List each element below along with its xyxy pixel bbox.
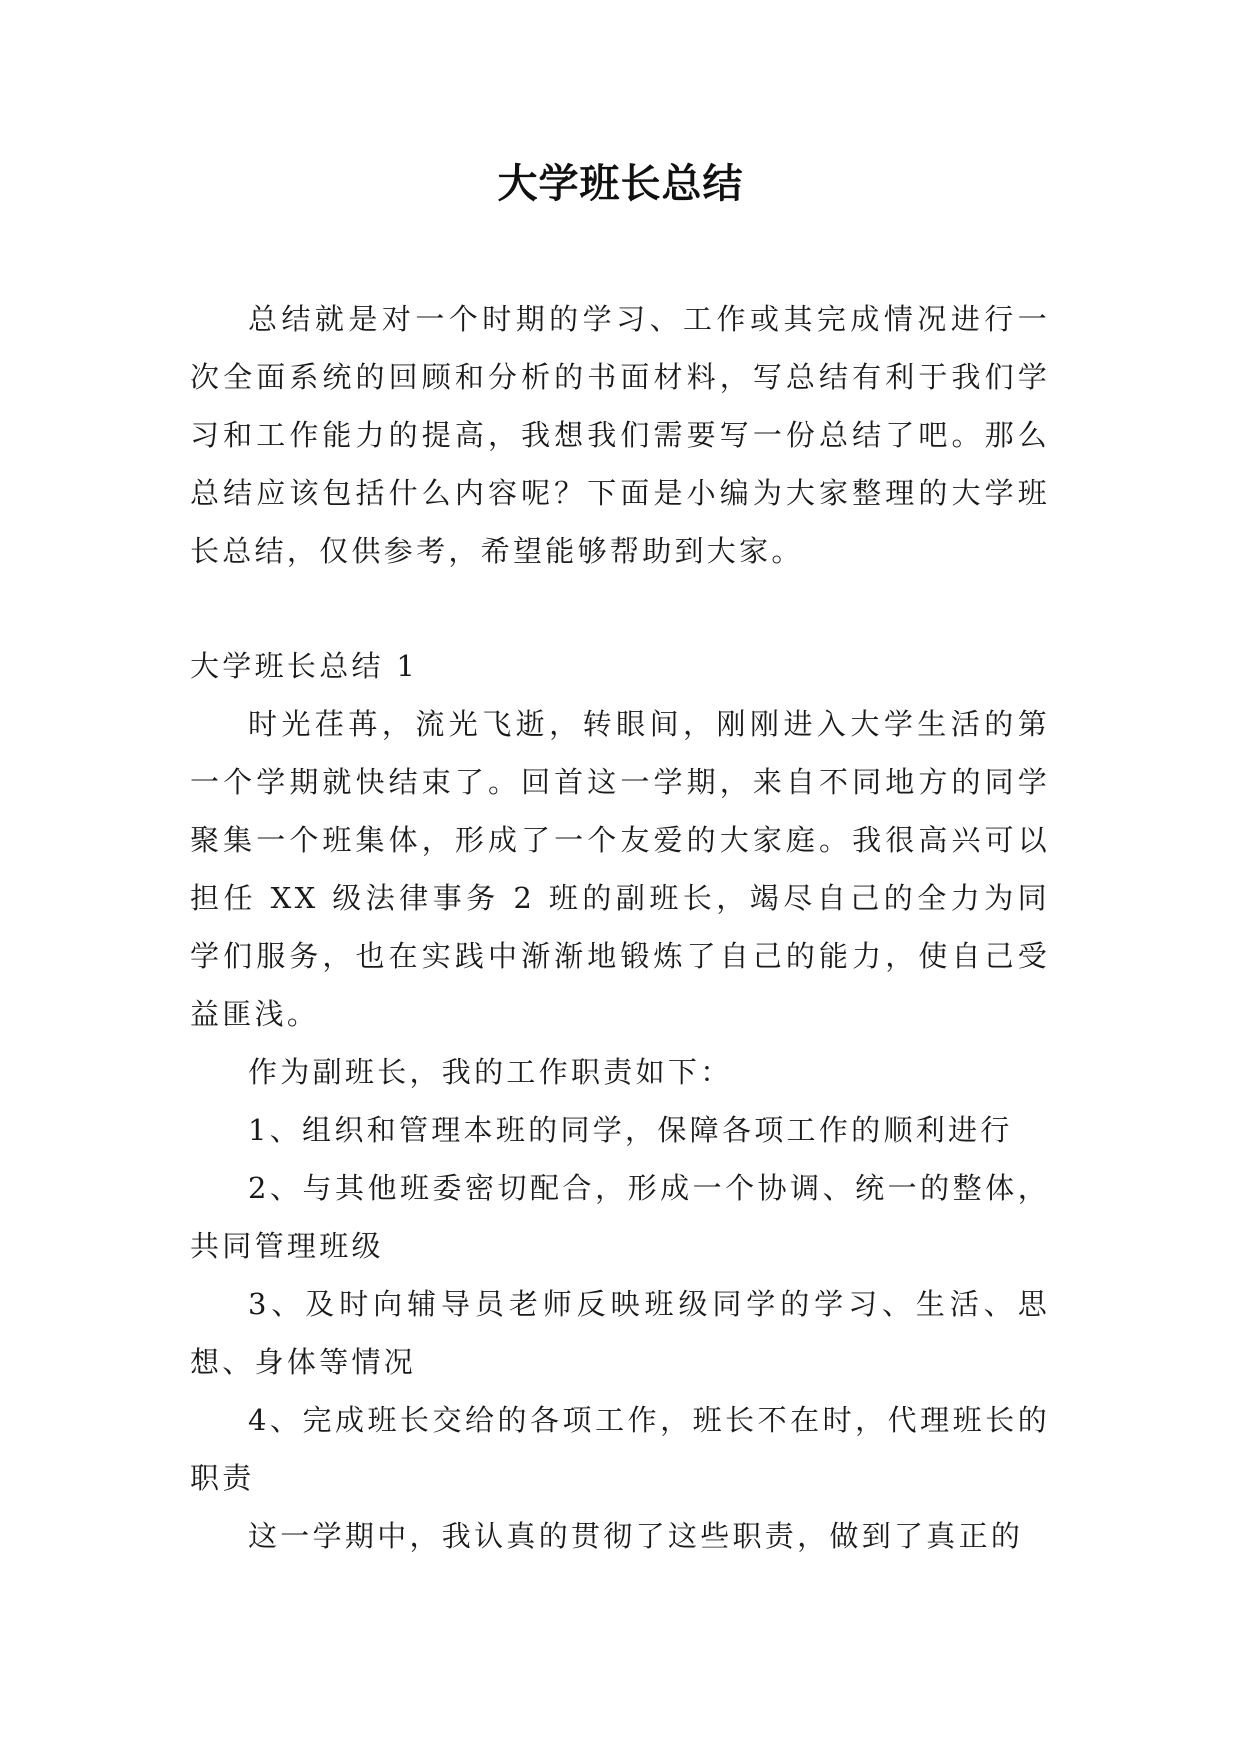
section-1 (190, 637, 1050, 1565)
duty-item-1: 1、组织和管理本班的同学，保障各项工作的顺利进行 (248, 1113, 1013, 1147)
section-paragraph: 作为副班长，我的工作职责如下： (248, 1055, 733, 1089)
duty-item-2: 2、与其他班委密切配合，形成一个协调、统一的整体，共同管理班级 (190, 1171, 1050, 1263)
section-paragraph: 这一学期中，我认真的贯彻了这些职责，做到了真正的 (248, 1519, 1024, 1553)
intro-paragraph: 总结就是对一个时期的学习、工作或其完成情况进行一次全面系统的回顾和分析的书面材料，写总结有利于我们学习和工作能力的提高，我想我们需要写一份总结了吧。那么总结应该包括什么内容呢？下面是小编为大家整理的大学班长总结，仅供参考，希望能够帮助到大家。 (190, 302, 1050, 568)
duty-item-3: 3、及时向辅导员老师反映班级同学的学习、生活、思想、身体等情况 (190, 1287, 1050, 1379)
section-paragraph: 时光荏苒，流光飞逝，转眼间，刚刚进入大学生活的第一个学期就快结束了。回首这一学期，来自不同地方的同学聚集一个班集体，形成了一个友爱的大家庭。我很高兴可以担任 XX 级法律事务 2 班的副班长，竭尽自己的全力为同学们服务，也在实践中渐渐地锻炼了自己的能力，使自己受益匪浅。 (190, 707, 1050, 1031)
section-heading: 大学班长总结 1 (190, 649, 419, 683)
intro-block (190, 290, 1050, 580)
document-title: 大学班长总结 (497, 160, 744, 207)
duty-item-4: 4、完成班长交给的各项工作，班长不在时，代理班长的职责 (190, 1403, 1050, 1495)
